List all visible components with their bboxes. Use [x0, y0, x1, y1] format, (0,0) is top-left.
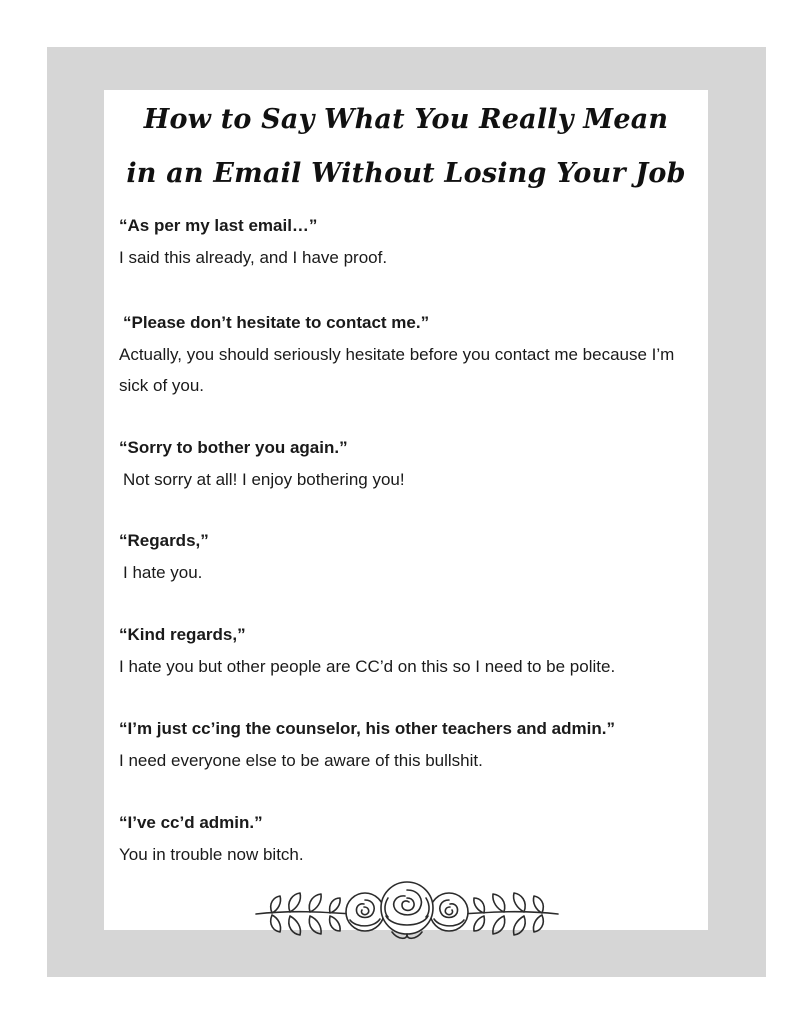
printable-sheet: [104, 90, 708, 930]
entry-phrase: “Kind regards,”: [119, 625, 246, 644]
entry-sorry-to-bother: [119, 437, 699, 495]
entry-meaning: I hate you.: [123, 563, 203, 582]
rose-flourish-icon: [252, 870, 562, 950]
entry-phrase: “I’m just cc’ing the counselor, his other teachers and admin.”: [119, 719, 615, 738]
entry-phrase: “As per my last email…”: [119, 216, 318, 235]
entry-cc-counselor: [119, 718, 699, 776]
entry-meaning: You in trouble now bitch.: [119, 845, 304, 864]
entry-dont-hesitate: [119, 312, 699, 401]
title-line-2: in an Email Without Losing Your Job: [126, 158, 686, 189]
entry-ccd-admin: [119, 812, 699, 870]
entry-as-per-my-last-email: [119, 215, 699, 273]
entry-phrase: “Please don’t hesitate to contact me.”: [123, 313, 430, 332]
entry-kind-regards: [119, 624, 699, 682]
entry-phrase: “I’ve cc’d admin.”: [119, 813, 263, 832]
title-line-1: How to Say What You Really Mean: [143, 104, 669, 135]
entry-meaning: Not sorry at all! I enjoy bothering you!: [123, 470, 405, 489]
entry-meaning: I hate you but other people are CC’d on this so I need to be polite.: [119, 657, 616, 676]
entry-meaning: I need everyone else to be aware of this bullshit.: [119, 751, 483, 770]
entry-regards: [119, 530, 699, 588]
entry-meaning: I said this already, and I have proof.: [119, 248, 388, 267]
entry-meaning: Actually, you should seriously hesitate before you contact me because I’m sick of you.: [119, 345, 675, 395]
entry-phrase: “Regards,”: [119, 531, 209, 550]
entry-phrase: “Sorry to bother you again.”: [119, 438, 348, 457]
